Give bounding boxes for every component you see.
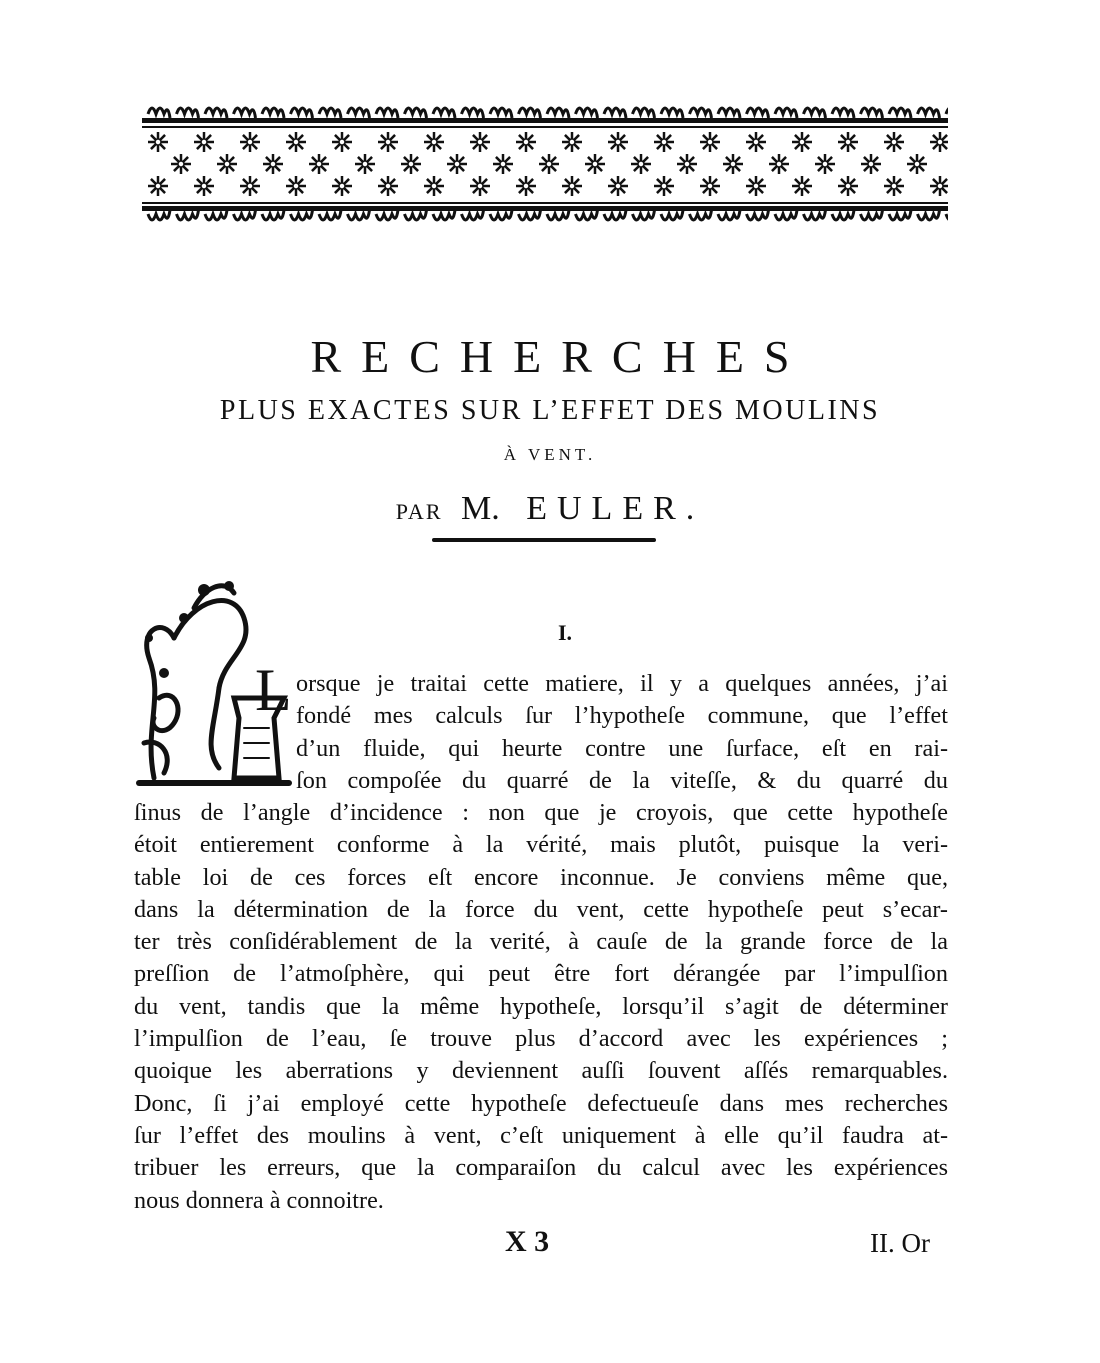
page-title: RECHERCHES <box>310 331 810 382</box>
section-number: I. <box>557 620 573 645</box>
fringe-motif <box>804 108 826 118</box>
star-motif <box>148 176 168 196</box>
fringe-motif <box>576 210 598 220</box>
fringe-motif <box>234 210 256 220</box>
fringe-motif <box>918 108 940 118</box>
star-motif <box>424 176 444 196</box>
fringe-motif <box>604 210 626 220</box>
star-motif <box>148 132 168 152</box>
star-motif <box>539 154 559 174</box>
star-motif <box>424 132 444 152</box>
fringe-motif <box>405 108 427 118</box>
fringe-motif <box>462 108 484 118</box>
fringe-motif <box>832 108 854 118</box>
fringe-motif <box>234 108 256 118</box>
star-motif <box>286 132 306 152</box>
fringe-motif <box>319 210 341 220</box>
star-motif <box>240 132 260 152</box>
text-line: ſur l’effet des moulins à vent, c’eſt uniquement à elle qu’il faudra at- <box>134 1121 948 1149</box>
star-motif <box>562 132 582 152</box>
paragraph-body <box>134 797 948 1217</box>
text-line: nous donnera à connoitre. <box>134 1186 384 1214</box>
star-motif <box>700 176 720 196</box>
star-motif <box>792 176 812 196</box>
fringe-motif <box>462 210 484 220</box>
text-line: étoit entierement conforme à la vérité, mais plutôt, puisque la veri- <box>134 831 948 859</box>
text-line: ter très conſidérablement de la verité, à cauſe de la grande force de la <box>134 928 948 956</box>
fringe-motif <box>376 210 398 220</box>
star-motif <box>493 154 513 174</box>
star-motif <box>378 132 398 152</box>
fringe-motif <box>205 210 227 220</box>
text-line: orsque je traitai cette matiere, il y a quelques années, j’ai <box>296 670 948 697</box>
fringe-motif <box>291 108 313 118</box>
band-top-rule <box>142 118 948 123</box>
star-motif <box>769 154 789 174</box>
star-motif <box>838 132 858 152</box>
star-motif <box>171 154 191 174</box>
band-bottom-thin-rule <box>142 202 948 204</box>
star-motif <box>654 132 674 152</box>
star-motif <box>746 132 766 152</box>
star-motif <box>608 176 628 196</box>
text-line: preſſion de l’atmoſphère, qui peut être fort dérangée par l’impulſion <box>134 960 948 988</box>
star-motif <box>631 154 651 174</box>
fringe-motif <box>946 210 948 220</box>
fringe-motif <box>547 210 569 220</box>
ornament-band-graphic <box>142 100 948 228</box>
author-line <box>0 490 1100 528</box>
star-motif <box>240 176 260 196</box>
star-motif <box>401 154 421 174</box>
star-motif <box>884 132 904 152</box>
star-motif <box>700 132 720 152</box>
text-line: du vent, tandis que la même hypotheſe, lorsqu’il s’agit de déterminer <box>134 992 948 1020</box>
star-motif <box>585 154 605 174</box>
author-initial: M. <box>461 490 500 527</box>
fringe-motif <box>918 210 940 220</box>
text-line: dans la détermination de la force du vent, cette hypotheſe peut s’ecar- <box>134 895 948 923</box>
star-motif <box>884 176 904 196</box>
fringe-motif <box>633 108 655 118</box>
fringe-motif <box>348 108 370 118</box>
star-motif <box>792 132 812 152</box>
fringe-motif <box>262 210 284 220</box>
fringe-motif <box>633 210 655 220</box>
text-line: quoique les aberrations y deviennent auſſi ſouvent aſſés remarquables. <box>134 1057 948 1085</box>
fringe-motif <box>661 108 683 118</box>
star-motif <box>470 176 490 196</box>
star-motif <box>447 154 467 174</box>
headpiece-ornament <box>142 100 948 228</box>
fringe-motif <box>405 210 427 220</box>
fringe-motif <box>690 210 712 220</box>
star-motif <box>907 154 927 174</box>
fringe-motif <box>148 108 170 118</box>
text-line: l’impulſion de l’eau, ſe trouve plus d’accord avec les expériences ; <box>134 1025 948 1053</box>
fringe-motif <box>661 210 683 220</box>
title-underline-rule <box>432 538 656 542</box>
text-line: tribuer les erreurs, que la comparaiſon du calcul avec les expériences <box>134 1154 948 1182</box>
star-motif <box>332 176 352 196</box>
band-top-thin-rule <box>142 126 948 128</box>
fringe-motif <box>775 108 797 118</box>
star-motif <box>562 176 582 196</box>
fringe-motif <box>861 108 883 118</box>
fringe-motif <box>291 210 313 220</box>
text-line: fondé mes calculs ſur l’hypotheſe commune, que l’effet <box>296 702 948 730</box>
fringe-motif <box>747 108 769 118</box>
fringe-motif <box>490 210 512 220</box>
fringe-motif <box>177 210 199 220</box>
band-bottom-rule <box>142 206 948 211</box>
fringe-motif <box>433 210 455 220</box>
text-line: ſon compoſée du quarré de la viteſſe, & du quarré du <box>296 766 948 794</box>
fringe-motif <box>490 108 512 118</box>
text-line: d’un fluide, qui heurte contre une ſurface, eſt en rai- <box>296 734 948 762</box>
fringe-motif <box>690 108 712 118</box>
fringe-motif <box>576 108 598 118</box>
text-line: ſinus de l’angle d’incidence : non que je croyois, que cette hypotheſe <box>134 799 948 826</box>
fringe-motif <box>889 210 911 220</box>
page-subtitle: PLUS EXACTES SUR L’EFFET DES MOULINS <box>219 395 881 426</box>
fringe-motif <box>718 210 740 220</box>
catchword: II. Or <box>870 1228 930 1258</box>
star-motif <box>194 176 214 196</box>
fringe-motif <box>205 108 227 118</box>
fringe-motif <box>547 108 569 118</box>
star-motif <box>286 176 306 196</box>
text-line: Donc, ſi j’ai employé cette hypotheſe defectueuſe dans mes recherches <box>134 1089 948 1117</box>
star-motif <box>516 132 536 152</box>
fringe-motif <box>319 108 341 118</box>
star-motif <box>654 176 674 196</box>
text-line: table loi de ces forces eſt encore inconnue. Je conviens même que, <box>134 863 948 891</box>
star-motif <box>746 176 766 196</box>
fringe-motif <box>804 210 826 220</box>
fringe-motif <box>889 108 911 118</box>
fringe-motif <box>718 108 740 118</box>
star-motif <box>838 176 858 196</box>
star-motif <box>608 132 628 152</box>
star-motif <box>861 154 881 174</box>
fringe-motif <box>832 210 854 220</box>
author-name: EULER. <box>526 490 705 527</box>
star-motif <box>815 154 835 174</box>
fringe-motif <box>946 108 948 118</box>
signature-mark: X 3 <box>505 1225 550 1258</box>
drop-cap-letter: L <box>255 657 292 723</box>
fringe-motif <box>376 108 398 118</box>
fringe-motif <box>177 108 199 118</box>
star-motif <box>930 176 948 196</box>
fringe-motif <box>348 210 370 220</box>
author-prefix: PAR <box>395 499 443 524</box>
fringe-motif <box>604 108 626 118</box>
star-motif <box>263 154 283 174</box>
star-motif <box>378 176 398 196</box>
star-motif <box>355 154 375 174</box>
paragraph-opening <box>296 668 948 797</box>
fringe-motif <box>262 108 284 118</box>
star-motif <box>194 132 214 152</box>
fringe-motif <box>519 108 541 118</box>
star-motif <box>217 154 237 174</box>
star-motif <box>516 176 536 196</box>
page-subtitle-continued: À VENT. <box>503 445 597 464</box>
fringe-motif <box>148 210 170 220</box>
star-motif <box>723 154 743 174</box>
fringe-motif <box>747 210 769 220</box>
fringe-motif <box>861 210 883 220</box>
star-motif <box>470 132 490 152</box>
star-motif <box>332 132 352 152</box>
star-motif <box>677 154 697 174</box>
fringe-motif <box>775 210 797 220</box>
fringe-motif <box>519 210 541 220</box>
fringe-motif <box>433 108 455 118</box>
star-motif <box>309 154 329 174</box>
star-motif <box>930 132 948 152</box>
